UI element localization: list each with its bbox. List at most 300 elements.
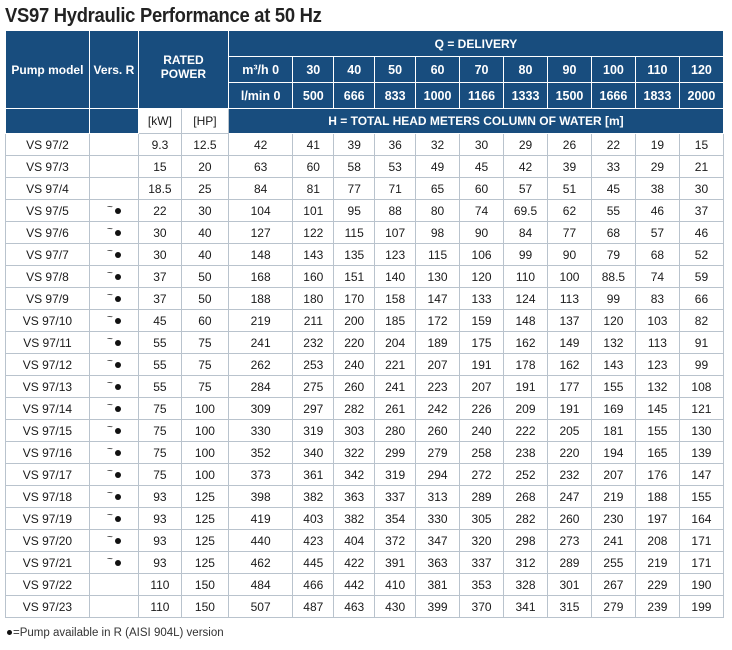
header-m3h-value: 60: [416, 57, 460, 83]
tilde-mark-icon: ~: [106, 399, 113, 411]
header-kw-unit: [kW]: [138, 109, 181, 134]
r-version-dot-icon: [115, 538, 121, 544]
power-kw-cell: 37: [138, 266, 181, 288]
head-value-cell: 268: [504, 486, 548, 508]
pump-model-cell: VS 97/8: [6, 266, 90, 288]
pump-model-cell: VS 97/23: [6, 596, 90, 618]
power-hp-cell: 100: [181, 398, 228, 420]
power-kw-cell: 93: [138, 486, 181, 508]
table-row: [6, 508, 724, 530]
pump-model-cell: VS 97/2: [6, 134, 90, 156]
head-value-cell: 303: [334, 420, 375, 442]
table-row: [6, 574, 724, 596]
head-value-cell: 77: [547, 222, 591, 244]
header-lmin-value: 1000: [416, 83, 460, 109]
version-r-cell: [89, 420, 138, 442]
head-value-cell: 175: [460, 332, 504, 354]
table-body: [6, 134, 724, 618]
head-value-cell: 65: [416, 178, 460, 200]
table-row: [6, 530, 724, 552]
head-value-cell: 209: [504, 398, 548, 420]
head-value-cell: 123: [635, 354, 679, 376]
head-value-cell: 299: [375, 442, 416, 464]
head-value-cell: 135: [334, 244, 375, 266]
head-value-cell: 159: [460, 310, 504, 332]
head-value-cell: 330: [416, 508, 460, 530]
head-value-cell: 484: [228, 574, 292, 596]
version-r-cell: [89, 222, 138, 244]
r-version-dot-icon: [115, 274, 121, 280]
tilde-mark-icon: ~: [106, 355, 113, 367]
power-kw-cell: 55: [138, 376, 181, 398]
head-value-cell: 130: [679, 420, 723, 442]
head-value-cell: 372: [375, 530, 416, 552]
head-value-cell: 113: [547, 288, 591, 310]
table-row: [6, 442, 724, 464]
head-value-cell: 115: [334, 222, 375, 244]
head-value-cell: 62: [547, 200, 591, 222]
power-hp-cell: 75: [181, 332, 228, 354]
power-kw-cell: 30: [138, 244, 181, 266]
version-r-cell: [89, 442, 138, 464]
power-kw-cell: 75: [138, 398, 181, 420]
head-value-cell: 241: [375, 376, 416, 398]
pump-model-cell: VS 97/11: [6, 332, 90, 354]
head-value-cell: 132: [635, 376, 679, 398]
r-version-dot-icon: [115, 560, 121, 566]
footnote: [7, 625, 224, 641]
version-r-cell: [89, 398, 138, 420]
head-value-cell: 151: [334, 266, 375, 288]
head-value-cell: 99: [591, 288, 635, 310]
tilde-mark-icon: ~: [106, 333, 113, 345]
power-hp-cell: 50: [181, 266, 228, 288]
header-m3h-value: 40: [334, 57, 375, 83]
table-row: [6, 552, 724, 574]
head-value-cell: 42: [504, 156, 548, 178]
head-value-cell: 81: [293, 178, 334, 200]
head-value-cell: 30: [679, 178, 723, 200]
head-value-cell: 103: [635, 310, 679, 332]
pump-model-cell: VS 97/22: [6, 574, 90, 596]
head-value-cell: 84: [504, 222, 548, 244]
head-value-cell: 240: [460, 420, 504, 442]
head-value-cell: 127: [228, 222, 292, 244]
version-r-cell: [89, 508, 138, 530]
head-value-cell: 155: [635, 420, 679, 442]
head-value-cell: 180: [293, 288, 334, 310]
power-hp-cell: 100: [181, 464, 228, 486]
tilde-mark-icon: ~: [106, 465, 113, 477]
head-value-cell: 342: [334, 464, 375, 486]
header-m3h-value: 100: [591, 57, 635, 83]
pump-model-cell: VS 97/9: [6, 288, 90, 310]
head-value-cell: 139: [679, 442, 723, 464]
head-value-cell: 370: [460, 596, 504, 618]
power-kw-cell: 93: [138, 552, 181, 574]
header-delivery: Q = DELIVERY: [228, 31, 723, 57]
head-value-cell: 188: [635, 486, 679, 508]
head-value-cell: 487: [293, 596, 334, 618]
head-value-cell: 57: [635, 222, 679, 244]
head-value-cell: 124: [504, 288, 548, 310]
head-value-cell: 252: [504, 464, 548, 486]
head-value-cell: 241: [591, 530, 635, 552]
head-value-cell: 337: [375, 486, 416, 508]
power-kw-cell: 55: [138, 354, 181, 376]
pump-model-cell: VS 97/15: [6, 420, 90, 442]
version-r-cell: [89, 464, 138, 486]
head-value-cell: 232: [547, 464, 591, 486]
head-value-cell: 143: [293, 244, 334, 266]
tilde-mark-icon: ~: [106, 531, 113, 543]
head-value-cell: 353: [460, 574, 504, 596]
head-value-cell: 38: [635, 178, 679, 200]
head-value-cell: 90: [460, 222, 504, 244]
table-row: [6, 222, 724, 244]
tilde-mark-icon: ~: [106, 267, 113, 279]
head-value-cell: 232: [293, 332, 334, 354]
power-hp-cell: 100: [181, 442, 228, 464]
head-value-cell: 68: [591, 222, 635, 244]
table-row: [6, 354, 724, 376]
head-value-cell: 354: [375, 508, 416, 530]
head-value-cell: 373: [228, 464, 292, 486]
head-value-cell: 340: [293, 442, 334, 464]
pump-model-cell: VS 97/10: [6, 310, 90, 332]
head-value-cell: 319: [293, 420, 334, 442]
head-value-cell: 45: [591, 178, 635, 200]
head-value-cell: 430: [375, 596, 416, 618]
head-value-cell: 240: [334, 354, 375, 376]
header-rated-power: RATED POWER: [138, 31, 228, 109]
head-value-cell: 132: [591, 332, 635, 354]
header-m3h-value: 50: [375, 57, 416, 83]
head-value-cell: 507: [228, 596, 292, 618]
power-hp-cell: 150: [181, 574, 228, 596]
head-value-cell: 330: [228, 420, 292, 442]
header-m3h-value: 120: [679, 57, 723, 83]
head-value-cell: 309: [228, 398, 292, 420]
head-value-cell: 21: [679, 156, 723, 178]
head-value-cell: 123: [375, 244, 416, 266]
version-r-cell: [89, 288, 138, 310]
head-value-cell: 305: [460, 508, 504, 530]
head-value-cell: 30: [460, 134, 504, 156]
header-m3h-value: 110: [635, 57, 679, 83]
pump-model-cell: VS 97/16: [6, 442, 90, 464]
head-value-cell: 84: [228, 178, 292, 200]
r-version-dot-icon: [115, 450, 121, 456]
head-value-cell: 229: [635, 574, 679, 596]
head-value-cell: 68: [635, 244, 679, 266]
head-value-cell: 219: [635, 552, 679, 574]
head-value-cell: 352: [228, 442, 292, 464]
power-kw-cell: 55: [138, 332, 181, 354]
head-value-cell: 322: [334, 442, 375, 464]
head-value-cell: 189: [416, 332, 460, 354]
head-value-cell: 160: [293, 266, 334, 288]
table-row: [6, 464, 724, 486]
r-version-dot-icon: [115, 208, 121, 214]
power-kw-cell: 110: [138, 596, 181, 618]
head-value-cell: 33: [591, 156, 635, 178]
head-value-cell: 247: [547, 486, 591, 508]
head-value-cell: 108: [679, 376, 723, 398]
r-version-dot-icon: [115, 516, 121, 522]
head-value-cell: 60: [460, 178, 504, 200]
header-lmin-value: 2000: [679, 83, 723, 109]
head-value-cell: 463: [334, 596, 375, 618]
head-value-cell: 74: [635, 266, 679, 288]
head-value-cell: 120: [591, 310, 635, 332]
head-value-cell: 226: [460, 398, 504, 420]
head-value-cell: 49: [416, 156, 460, 178]
power-hp-cell: 125: [181, 486, 228, 508]
tilde-mark-icon: ~: [106, 289, 113, 301]
header-lmin-value: 1833: [635, 83, 679, 109]
head-value-cell: 445: [293, 552, 334, 574]
power-hp-cell: 12.5: [181, 134, 228, 156]
pump-model-cell: VS 97/4: [6, 178, 90, 200]
head-value-cell: 77: [334, 178, 375, 200]
head-value-cell: 242: [416, 398, 460, 420]
power-hp-cell: 20: [181, 156, 228, 178]
head-value-cell: 164: [679, 508, 723, 530]
head-value-cell: 74: [460, 200, 504, 222]
head-value-cell: 113: [635, 332, 679, 354]
head-value-cell: 238: [504, 442, 548, 464]
head-value-cell: 22: [591, 134, 635, 156]
power-kw-cell: 75: [138, 442, 181, 464]
head-value-cell: 122: [293, 222, 334, 244]
head-value-cell: 46: [679, 222, 723, 244]
head-value-cell: 162: [547, 354, 591, 376]
head-value-cell: 208: [635, 530, 679, 552]
pump-model-cell: VS 97/19: [6, 508, 90, 530]
power-kw-cell: 93: [138, 508, 181, 530]
head-value-cell: 341: [504, 596, 548, 618]
head-value-cell: 66: [679, 288, 723, 310]
version-r-cell: [89, 332, 138, 354]
tilde-mark-icon: ~: [106, 487, 113, 499]
head-value-cell: 347: [416, 530, 460, 552]
power-kw-cell: 93: [138, 530, 181, 552]
power-hp-cell: 100: [181, 420, 228, 442]
footnote-text: =Pump available in R (AISI 904L) version: [13, 627, 224, 639]
head-value-cell: 230: [591, 508, 635, 530]
header-m3h-value: 70: [460, 57, 504, 83]
head-value-cell: 107: [375, 222, 416, 244]
head-value-cell: 255: [591, 552, 635, 574]
power-hp-cell: 125: [181, 508, 228, 530]
version-r-cell: [89, 376, 138, 398]
table-row: [6, 332, 724, 354]
head-value-cell: 404: [334, 530, 375, 552]
version-r-cell: [89, 310, 138, 332]
head-value-cell: 52: [679, 244, 723, 266]
head-value-cell: 172: [416, 310, 460, 332]
head-value-cell: 149: [547, 332, 591, 354]
head-value-cell: 115: [416, 244, 460, 266]
head-value-cell: 191: [460, 354, 504, 376]
head-value-cell: 282: [334, 398, 375, 420]
header-lmin-value: 1666: [591, 83, 635, 109]
head-value-cell: 169: [591, 398, 635, 420]
r-version-dot-icon: [115, 340, 121, 346]
power-kw-cell: 15: [138, 156, 181, 178]
table-row: [6, 398, 724, 420]
head-value-cell: 313: [416, 486, 460, 508]
head-value-cell: 19: [635, 134, 679, 156]
head-value-cell: 204: [375, 332, 416, 354]
header-m3h-value: 80: [504, 57, 548, 83]
head-value-cell: 261: [375, 398, 416, 420]
table-row: [6, 156, 724, 178]
head-value-cell: 57: [504, 178, 548, 200]
head-value-cell: 220: [334, 332, 375, 354]
head-value-cell: 419: [228, 508, 292, 530]
head-value-cell: 223: [416, 376, 460, 398]
head-value-cell: 403: [293, 508, 334, 530]
power-kw-cell: 110: [138, 574, 181, 596]
table-row: [6, 134, 724, 156]
pump-model-cell: VS 97/13: [6, 376, 90, 398]
head-value-cell: 120: [460, 266, 504, 288]
head-value-cell: 207: [460, 376, 504, 398]
head-value-cell: 148: [228, 244, 292, 266]
tilde-mark-icon: ~: [106, 201, 113, 213]
head-value-cell: 294: [416, 464, 460, 486]
head-value-cell: 148: [504, 310, 548, 332]
head-value-cell: 147: [416, 288, 460, 310]
pump-model-cell: VS 97/3: [6, 156, 90, 178]
head-value-cell: 190: [679, 574, 723, 596]
header-lmin-value: 1166: [460, 83, 504, 109]
head-value-cell: 280: [375, 420, 416, 442]
head-value-cell: 80: [416, 200, 460, 222]
head-value-cell: 133: [460, 288, 504, 310]
version-r-cell: [89, 486, 138, 508]
head-value-cell: 155: [591, 376, 635, 398]
head-value-cell: 361: [293, 464, 334, 486]
header-lmin-label: l/min 0: [228, 83, 292, 109]
pump-model-cell: VS 97/6: [6, 222, 90, 244]
pump-model-cell: VS 97/20: [6, 530, 90, 552]
head-value-cell: 42: [228, 134, 292, 156]
head-value-cell: 140: [375, 266, 416, 288]
page-title: VS97 Hydraulic Performance at 50 Hz: [5, 5, 322, 27]
power-hp-cell: 125: [181, 530, 228, 552]
header-lmin-value: 1500: [547, 83, 591, 109]
version-r-cell: [89, 354, 138, 376]
head-value-cell: 53: [375, 156, 416, 178]
power-kw-cell: 37: [138, 288, 181, 310]
r-version-dot-icon: [115, 230, 121, 236]
head-value-cell: 82: [679, 310, 723, 332]
head-value-cell: 168: [228, 266, 292, 288]
header-m3h-value: 90: [547, 57, 591, 83]
head-value-cell: 181: [591, 420, 635, 442]
header-pump-model: Pump model: [6, 31, 90, 109]
head-value-cell: 100: [547, 266, 591, 288]
head-value-cell: 41: [293, 134, 334, 156]
tilde-mark-icon: ~: [106, 443, 113, 455]
head-value-cell: 130: [416, 266, 460, 288]
power-kw-cell: 22: [138, 200, 181, 222]
head-value-cell: 319: [375, 464, 416, 486]
power-kw-cell: 18.5: [138, 178, 181, 200]
pump-model-cell: VS 97/18: [6, 486, 90, 508]
head-value-cell: 155: [679, 486, 723, 508]
head-value-cell: 273: [547, 530, 591, 552]
head-value-cell: 279: [591, 596, 635, 618]
head-value-cell: 301: [547, 574, 591, 596]
head-value-cell: 297: [293, 398, 334, 420]
head-value-cell: 110: [504, 266, 548, 288]
table-row: [6, 310, 724, 332]
version-r-cell: [89, 266, 138, 288]
pump-model-cell: VS 97/7: [6, 244, 90, 266]
head-value-cell: 267: [591, 574, 635, 596]
head-value-cell: 106: [460, 244, 504, 266]
head-value-cell: 55: [591, 200, 635, 222]
r-version-dot-icon: [115, 296, 121, 302]
head-value-cell: 26: [547, 134, 591, 156]
head-value-cell: 39: [547, 156, 591, 178]
head-value-cell: 289: [547, 552, 591, 574]
version-r-cell: [89, 156, 138, 178]
head-value-cell: 207: [416, 354, 460, 376]
head-value-cell: 260: [547, 508, 591, 530]
head-value-cell: 178: [504, 354, 548, 376]
head-value-cell: 15: [679, 134, 723, 156]
r-version-dot-icon: [115, 384, 121, 390]
head-value-cell: 410: [375, 574, 416, 596]
head-value-cell: 197: [635, 508, 679, 530]
power-kw-cell: 45: [138, 310, 181, 332]
head-value-cell: 147: [679, 464, 723, 486]
head-value-cell: 143: [591, 354, 635, 376]
head-value-cell: 260: [416, 420, 460, 442]
header-total-head: H = TOTAL HEAD METERS COLUMN OF WATER [m]: [228, 109, 723, 134]
head-value-cell: 69.5: [504, 200, 548, 222]
head-value-cell: 423: [293, 530, 334, 552]
head-value-cell: 170: [334, 288, 375, 310]
header-lmin-value: 833: [375, 83, 416, 109]
head-value-cell: 58: [334, 156, 375, 178]
pump-model-cell: VS 97/5: [6, 200, 90, 222]
power-hp-cell: 50: [181, 288, 228, 310]
r-version-dot-icon: [115, 406, 121, 412]
header-m3h-label: m³/h 0: [228, 57, 292, 83]
version-r-cell: [89, 200, 138, 222]
head-value-cell: 83: [635, 288, 679, 310]
head-value-cell: 98: [416, 222, 460, 244]
head-value-cell: 320: [460, 530, 504, 552]
head-value-cell: 275: [293, 376, 334, 398]
table-row: [6, 200, 724, 222]
head-value-cell: 382: [334, 508, 375, 530]
head-value-cell: 391: [375, 552, 416, 574]
head-value-cell: 399: [416, 596, 460, 618]
head-value-cell: 382: [293, 486, 334, 508]
head-value-cell: 32: [416, 134, 460, 156]
table-row: [6, 596, 724, 618]
head-value-cell: 176: [635, 464, 679, 486]
head-value-cell: 121: [679, 398, 723, 420]
head-value-cell: 79: [591, 244, 635, 266]
